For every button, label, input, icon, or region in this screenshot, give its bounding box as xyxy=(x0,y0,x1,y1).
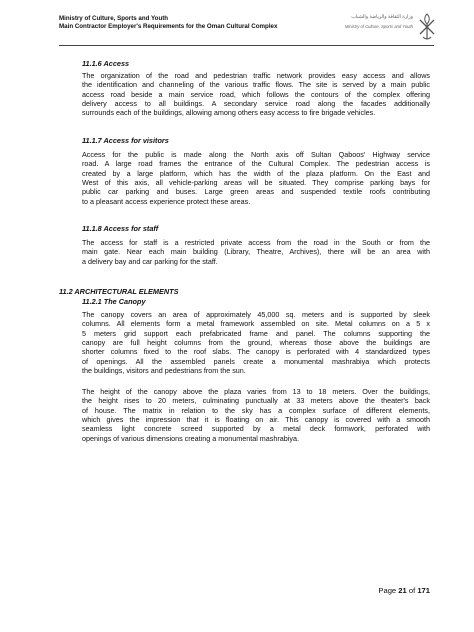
paragraph-line: the identification and channeling of the various traffic flows. The site is served by a main public xyxy=(82,80,430,90)
paragraph-line: of house. The matrix in relation to the sky has a complex surface of different elements, xyxy=(82,405,430,415)
paragraph-access xyxy=(82,71,430,118)
header-organization: Ministry of Culture, Sports and Youth xyxy=(59,15,169,22)
paragraph-line: The height of the canopy above the plaza varies from 13 to 18 meters. Over the buildings, xyxy=(82,387,430,396)
page-label: Page xyxy=(378,586,397,595)
paragraph-line: road. A large road frames the entrance of the Cultural Complex. The pedestrian access is xyxy=(82,159,430,169)
paragraph-line: the height rises to 20 meters, culminating punctually at 33 meters above the theater's back xyxy=(82,396,430,406)
header-document-title: Main Contractor Employer's Requirements for the Oman Cultural Complex xyxy=(59,23,278,30)
paragraph-line: canopy are full height columns from the ground, whereas those above the buildings are xyxy=(82,338,430,348)
heading-architectural-elements: 11.2 ARCHITECTURAL ELEMENTS xyxy=(59,287,179,296)
paragraph-access-visitors xyxy=(82,150,430,206)
ministry-logo xyxy=(331,12,439,46)
paragraph-line: access road beside a main service road, which follows the contours of the complex offering xyxy=(82,89,430,99)
paragraph-line: The access for staff is a restricted private access from the road in the South or from the xyxy=(82,238,430,247)
page-header xyxy=(59,15,439,43)
page-total: 171 xyxy=(417,586,430,595)
heading-the-canopy: 11.2.1 The Canopy xyxy=(82,297,146,306)
paragraph-line: The organization of the road and pedestrian traffic network provides easy access and allows xyxy=(82,71,430,80)
paragraph-line: delivery access to all buildings. A secondary service road along the facades additionally xyxy=(82,99,430,109)
paragraph-line: which gives the impression that it is floating on air. This canopy is covered with a smooth xyxy=(82,415,430,425)
paragraph-canopy-1 xyxy=(82,310,430,375)
paragraph-access-staff xyxy=(82,238,430,266)
paragraph-line: the buildings, visitors and pedestrians from the sun. xyxy=(82,366,246,376)
paragraph-line: seamless light concrete screed supported by a metal deck formwork, perforated with xyxy=(82,424,430,434)
paragraph-line: columns. All elements form a metal framework assembled on site. Metal columns on a 5 x xyxy=(82,319,430,329)
paragraph-canopy-2 xyxy=(82,387,430,443)
logo-arabic-text: وزارة الثقافة والرياضة والشباب xyxy=(351,15,413,20)
heading-access: 11.1.6 Access xyxy=(82,59,130,68)
paragraph-line: of openings. All the assembled panels create a monumental mashrabiya which protects xyxy=(82,356,430,366)
paragraph-line: to a pleasant access experience protect these areas. xyxy=(82,196,251,206)
paragraph-line: openings of various dimensions creating a monumental mashrabiya. xyxy=(82,433,299,443)
paragraph-line: West of this axis, all vehicle-parking areas will be situated. They comprise parking bays for xyxy=(82,178,430,188)
paragraph-line: a delivery bay and car parking for the staff. xyxy=(82,256,218,266)
paragraph-line: shorter columns fixed to the roof slabs. The canopy is perforated with 4 standardized types xyxy=(82,347,430,357)
paragraph-line: created by a large platform, which has the width of the plaza platform. On the East and xyxy=(82,168,430,178)
paragraph-line: main gate. Near each main building (Library, Theatre, Archives), there will be an area with xyxy=(82,247,430,257)
paragraph-line: public car parking and buses. Large green areas and suspended textile roofs contributing xyxy=(82,187,430,197)
paragraph-line: Access for the public is made along the North axis off Sultan Qaboos' Highway service xyxy=(82,150,430,159)
logo-english-text: Ministry of Culture, Sports and Youth xyxy=(344,24,413,29)
heading-access-visitors: 11.1.7 Access for visitors xyxy=(82,136,169,145)
page-footer xyxy=(378,586,430,595)
oman-emblem-icon xyxy=(417,12,437,42)
page-of-label: of xyxy=(408,586,416,595)
paragraph-line: surrounds each of the buildings, allowing among others easy access to fire brigade vehicles. xyxy=(82,108,376,118)
paragraph-line: 5 meters grid support each prefabricated frame and panel. The columns supporting the xyxy=(82,328,430,338)
header-divider xyxy=(59,45,434,46)
paragraph-line: The canopy covers an area of approximately 45,000 sq. meters and is supported by sleek xyxy=(82,310,430,319)
heading-access-staff: 11.1.8 Access for staff xyxy=(82,224,159,233)
page-number: 21 xyxy=(398,586,407,595)
